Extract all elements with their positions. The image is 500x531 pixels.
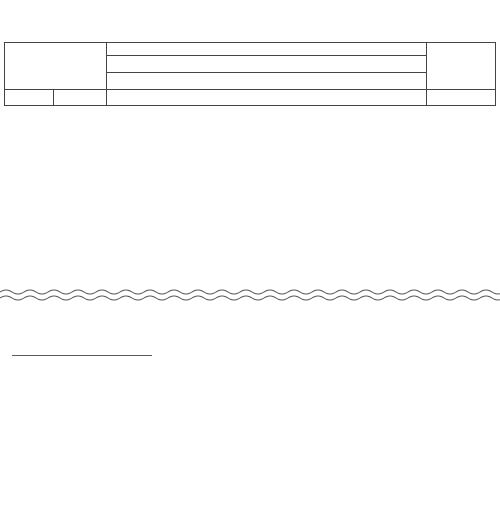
ko-header — [107, 43, 427, 56]
under-header — [53, 90, 106, 106]
highlight-underline — [12, 355, 152, 356]
dependents-header — [107, 56, 427, 73]
income-label-cell — [5, 43, 107, 90]
section-header — [4, 26, 496, 39]
break-mark — [0, 286, 500, 304]
tax-table — [4, 42, 496, 106]
over-header — [5, 90, 54, 106]
tax-amount-header — [427, 90, 496, 106]
otsu-header — [427, 43, 496, 90]
tax-header — [107, 90, 427, 106]
